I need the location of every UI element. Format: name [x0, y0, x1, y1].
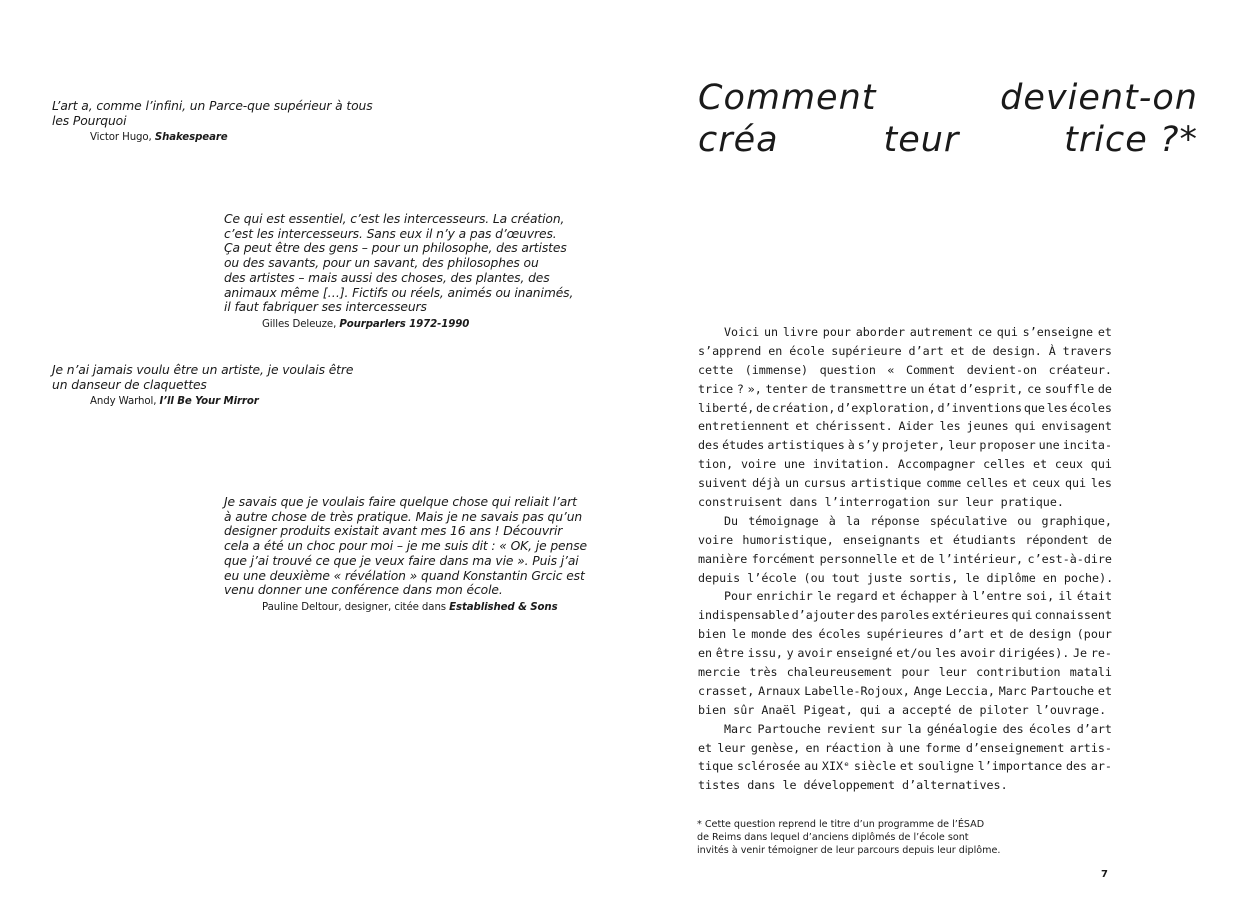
body-word: avoir — [960, 646, 996, 661]
body-word: des — [791, 627, 814, 642]
body-line — [698, 417, 1112, 436]
body-word: forme — [925, 740, 961, 755]
body-word: soi, — [1025, 589, 1055, 604]
body-word: tique — [698, 759, 734, 774]
body-word: tion, — [698, 457, 734, 472]
body-word: incita- — [1062, 438, 1112, 453]
footnote-line: invités à venir témoigner de leur parcours depuis leur diplôme. — [697, 845, 1001, 856]
body-word: Partouche — [757, 721, 821, 736]
body-word: devient-on — [966, 362, 1038, 377]
body-word: », — [747, 381, 762, 396]
body-word: au — [804, 759, 819, 774]
body-word: et — [795, 419, 810, 434]
body-word: Aider — [898, 419, 934, 434]
quote-attribution — [224, 601, 587, 614]
body-word: Partouche — [1030, 683, 1095, 698]
body-word: Leccia, — [945, 683, 995, 698]
body-word: qui — [1011, 608, 1033, 623]
body-word: s’apprend — [698, 343, 762, 358]
body-word: et — [1033, 457, 1048, 472]
body-word: leur — [948, 438, 977, 453]
body-word: regard — [835, 589, 878, 604]
body-word: écoles — [818, 627, 861, 642]
body-word: et/ou — [896, 646, 932, 661]
title-word: teur — [883, 120, 960, 160]
footnote-line: * Cette question reprend le titre d’un programme de l’ÉSAD — [697, 819, 985, 830]
body-word: siècle — [853, 759, 897, 774]
body-word: ce — [977, 325, 992, 339]
body-word: la — [907, 721, 922, 736]
body-word: que — [1023, 400, 1045, 415]
quote-line: à autre chose de très pratique. Mais je ne savais pas qu’un — [224, 509, 583, 524]
body-word: ceux — [1054, 457, 1084, 472]
body-line — [698, 776, 1112, 795]
body-word: l’intérieur, — [938, 551, 1024, 566]
body-word: mercie — [698, 665, 741, 680]
body-word: Du — [724, 513, 739, 528]
body-word: et — [989, 627, 1004, 642]
body-line-text: depuis l’école (ou tout juste sortis, le diplôme en poche). — [698, 570, 1114, 585]
epigraph-hugo — [52, 99, 373, 144]
body-word: c’est-à-dire — [1027, 551, 1112, 566]
body-line — [698, 720, 1112, 739]
body-word: voire — [698, 532, 734, 547]
body-word: écoles — [1029, 721, 1072, 736]
body-word: de — [1097, 532, 1112, 547]
body-word: enrichir — [756, 589, 813, 604]
body-line — [698, 587, 1112, 606]
body-word: être — [715, 646, 744, 661]
body-line — [698, 757, 1112, 776]
body-word: personnelle — [819, 551, 897, 566]
body-word: comme — [926, 476, 962, 491]
body-word: ce — [1027, 381, 1042, 396]
body-word: matali — [1069, 665, 1112, 680]
body-word: Marc — [998, 683, 1027, 698]
body-word: suivent — [698, 476, 748, 491]
body-line — [698, 663, 1112, 682]
body-word: et — [950, 343, 965, 358]
body-line — [698, 739, 1112, 758]
body-word: Arnaux — [758, 683, 801, 698]
title-line-1 — [698, 77, 1198, 119]
body-word: voire — [740, 457, 777, 472]
body-word: chérissent. — [815, 419, 893, 434]
body-word: un — [785, 476, 800, 491]
quote-line: Je n’ai jamais voulu être un artiste, je voulais être — [52, 363, 354, 377]
body-line-text: tistes dans le développement d’alternatives. — [698, 778, 1008, 793]
body-word: cursus — [803, 476, 847, 491]
body-word: XIXᵉ — [821, 759, 851, 774]
body-word: de — [756, 400, 771, 415]
body-word: chaleureusement — [786, 665, 893, 680]
body-word: s’enseigne — [1022, 325, 1094, 339]
body-word: des — [857, 608, 879, 623]
body-word: (immense) — [744, 362, 809, 377]
body-word: déjà — [752, 476, 781, 491]
body-word: des — [1002, 721, 1024, 736]
body-word: et — [901, 551, 916, 566]
body-word: et — [929, 532, 944, 547]
body-word: échapper — [900, 589, 957, 604]
epigraph-deleuze — [224, 212, 573, 331]
body-word: Je — [1073, 646, 1088, 661]
attribution-author: Victor Hugo, — [90, 132, 152, 144]
body-text — [698, 323, 1112, 795]
quote-line: designer produits existait avant mes 16 ans ! Découvrir — [224, 524, 563, 539]
body-word: invitation. — [812, 457, 891, 472]
attribution-author: Pauline Deltour, designer, citée dans — [262, 601, 447, 613]
attribution-work: Pourparlers 1972-1990 — [339, 318, 470, 330]
body-word: Pour — [724, 589, 753, 604]
body-word: réponse — [870, 513, 920, 528]
body-word: l’importance — [977, 759, 1063, 774]
body-line — [698, 436, 1112, 455]
body-word: Accompagner — [897, 457, 976, 472]
page-number: 7 — [1101, 869, 1108, 880]
body-word: d’art — [1076, 721, 1112, 736]
body-line — [698, 493, 1112, 512]
body-word: créateur. — [1048, 362, 1112, 377]
body-word: question — [819, 362, 876, 377]
title-word: trice ?* — [1064, 120, 1198, 160]
body-word: en — [768, 343, 783, 358]
body-word: revient — [826, 721, 876, 736]
epigraph-warhol — [52, 363, 353, 408]
body-word: de — [920, 551, 935, 566]
body-word: sur — [880, 721, 903, 736]
body-word: spéculative — [929, 513, 1008, 528]
body-word: graphique, — [1041, 513, 1112, 528]
body-word: celles — [966, 476, 1009, 491]
body-word: un — [910, 381, 925, 396]
quote-attribution — [52, 131, 373, 144]
attribution-work: Shakespeare — [154, 132, 228, 144]
body-line — [698, 380, 1112, 399]
body-word: trice — [698, 381, 734, 396]
body-word: dirigées). — [998, 646, 1070, 661]
body-line-text: construisent dans l’interrogation sur leur pratique. — [698, 495, 1064, 510]
body-word: une — [1038, 438, 1060, 453]
body-word: à — [828, 513, 836, 528]
body-word: proposer — [979, 438, 1036, 453]
quote-line: un danseur de claquettes — [52, 377, 207, 392]
body-word: des — [698, 438, 720, 453]
footnote — [697, 818, 1000, 857]
body-word: qui — [1014, 419, 1036, 434]
body-word: artistiques — [767, 438, 845, 453]
body-word: design. — [992, 343, 1042, 358]
attribution-author: Gilles Deleuze, — [262, 318, 337, 330]
body-word: crasset, — [698, 683, 755, 698]
body-word: livre — [782, 325, 819, 339]
attribution-work: I’ll Be Your Mirror — [159, 396, 259, 408]
footnote-line: de Reims dans lequel d’anciens diplômés de l’école sont — [697, 832, 969, 843]
body-word: ou — [1017, 513, 1032, 528]
body-word: enseigné — [836, 646, 893, 661]
body-line — [698, 323, 1112, 342]
body-word: jeunes — [966, 419, 1009, 434]
title-line-2 — [698, 119, 1198, 161]
body-line — [698, 682, 1112, 701]
body-word: il — [1058, 589, 1073, 604]
body-word: artis- — [1069, 740, 1112, 755]
body-line — [698, 342, 1112, 361]
body-word: d’inventions — [937, 400, 1022, 415]
body-word: Labelle-Rojoux, — [804, 683, 910, 698]
body-word: monde — [751, 627, 787, 642]
quote-line: Ce qui est essentiel, c’est les intercesseurs. La création, — [224, 212, 565, 226]
body-word: artistique — [850, 476, 922, 491]
body-word: ceux — [1031, 476, 1061, 491]
body-word: ar- — [1090, 759, 1112, 774]
body-word: supérieures — [866, 627, 944, 642]
body-word: des — [1065, 759, 1088, 774]
body-word: qui — [996, 325, 1018, 339]
body-word: tenter — [765, 381, 808, 396]
body-word: humoristique, — [742, 532, 834, 547]
body-line-text: bien sûr Anaël Pigeat, qui a accepté de piloter l’ouvrage. — [698, 702, 1107, 717]
body-word: études — [722, 438, 765, 453]
body-line — [698, 531, 1112, 550]
attribution-work: Established & Sons — [449, 601, 558, 613]
body-word: d’esprit, — [960, 381, 1024, 396]
body-word: de — [971, 343, 986, 358]
body-word: répondent — [1025, 532, 1089, 547]
quote-line: les Pourquoi — [52, 113, 127, 128]
body-word: les — [935, 646, 957, 661]
body-word: très — [749, 665, 778, 680]
body-word: d’enseignement — [965, 740, 1065, 755]
body-word: cette — [698, 362, 734, 377]
body-line — [698, 606, 1112, 625]
body-word: école — [789, 343, 825, 358]
title-word: créa — [698, 120, 779, 160]
body-word: avoir — [797, 646, 833, 661]
quote-line: Ça peut être des gens – pour un philosophe, des artistes — [224, 241, 567, 256]
quote-attribution — [224, 318, 573, 331]
body-word: qui — [1064, 476, 1087, 491]
body-word: supérieure — [831, 343, 902, 358]
body-line — [698, 550, 1112, 569]
body-word: contribution — [976, 665, 1061, 680]
body-word: témoignage — [748, 513, 819, 528]
quote-line: cela a été un choc pour moi – je me suis dit : « OK, je pense — [224, 539, 587, 554]
body-word: re- — [1090, 646, 1112, 661]
quote-line: Je savais que je voulais faire quelque chose qui reliait l’art — [224, 495, 577, 509]
body-word: indispensable — [698, 608, 790, 623]
title-word: Comment — [698, 78, 877, 118]
epigraph-deltour — [224, 495, 587, 614]
body-word: écoles — [1069, 400, 1112, 415]
body-word: « — [887, 362, 895, 377]
body-word: (pour — [1076, 627, 1112, 642]
body-word: liberté, — [698, 400, 755, 415]
body-word: création, — [772, 400, 836, 415]
body-word: manière — [698, 551, 748, 566]
body-word: pour — [901, 665, 930, 680]
body-word: projeter, — [881, 438, 946, 453]
body-line — [698, 569, 1112, 588]
body-word: à — [886, 740, 894, 755]
body-word: extérieures — [931, 608, 1010, 623]
body-word: genèse, — [750, 740, 801, 755]
body-word: leur — [717, 740, 746, 755]
body-line — [698, 474, 1112, 493]
body-line — [698, 455, 1112, 474]
body-word: généalogie — [926, 721, 998, 736]
body-word: travers — [1062, 343, 1112, 358]
body-word: et — [899, 759, 914, 774]
body-word: de — [1009, 627, 1024, 642]
body-word: un — [763, 325, 779, 339]
body-line — [698, 625, 1112, 644]
body-word: leur — [938, 665, 967, 680]
body-line — [698, 701, 1112, 720]
body-word: les — [939, 419, 961, 434]
quote-line: eu une deuxième « révélation » quand Konstantin Grcic est — [224, 568, 585, 583]
body-word: et — [882, 589, 897, 604]
body-word: à — [847, 438, 855, 453]
page-title — [698, 77, 1198, 161]
body-word: bien — [698, 627, 727, 642]
body-word: de — [811, 381, 826, 396]
body-word: Marc — [724, 721, 753, 736]
body-word: d’ajouter — [791, 608, 855, 623]
body-word: transmettre — [829, 381, 907, 396]
body-word: y — [786, 646, 794, 661]
body-word: forcément — [751, 551, 816, 566]
quote-line: que j’ai trouvé ce que je veux faire dans ma vie ». Puis j’ai — [224, 553, 579, 568]
quote-line: c’est les intercesseurs. Sans eux il n’y a pas d’œuvres. — [224, 226, 557, 241]
body-word: à — [961, 589, 969, 604]
body-word: aborder — [855, 325, 905, 339]
body-word: design — [1029, 627, 1072, 642]
quote-line: il faut fabriquer ses intercesseurs — [224, 300, 427, 315]
quote-attribution — [52, 395, 353, 408]
body-word: pour — [822, 325, 851, 339]
body-word: qui — [1090, 457, 1112, 472]
body-line — [698, 644, 1112, 663]
body-word: d’exploration, — [837, 400, 936, 415]
attribution-author: Andy Warhol, — [90, 396, 157, 408]
quote-line: animaux même […]. Fictifs ou réels, animés ou inanimés, — [224, 285, 574, 300]
body-word: et — [1013, 476, 1028, 491]
body-word: ? — [736, 381, 744, 396]
body-word: et — [1097, 325, 1112, 339]
quote-line: venu donner une conférence dans mon école. — [224, 583, 503, 598]
body-word: la — [846, 513, 861, 528]
quote-line: ou des savants, pour un savant, des philosophes ou — [224, 256, 539, 271]
body-word: en — [698, 646, 713, 661]
body-word: Comment — [905, 362, 956, 377]
body-word: issu, — [747, 646, 783, 661]
body-word: Voici — [724, 325, 760, 339]
body-line — [698, 512, 1112, 531]
body-word: en — [805, 740, 820, 755]
body-word: souligne — [917, 759, 974, 774]
body-word: le — [817, 589, 832, 604]
body-line — [698, 399, 1112, 418]
title-word: devient-on — [1000, 78, 1198, 118]
body-word: d’art — [908, 343, 944, 358]
body-word: de — [1097, 381, 1112, 396]
body-word: Ange — [913, 683, 942, 698]
body-word: d’art — [949, 627, 985, 642]
body-word: état — [928, 381, 957, 396]
body-word: envisagent — [1041, 419, 1112, 434]
body-word: les — [1090, 476, 1112, 491]
quote-line: L’art a, comme l’infini, un Parce-que supérieur à tous — [52, 99, 373, 113]
body-word: le — [731, 627, 746, 642]
body-word: et — [1097, 683, 1112, 698]
body-word: une — [783, 457, 805, 472]
body-word: enseignants — [843, 532, 921, 547]
body-word: paroles — [880, 608, 930, 623]
body-word: les — [1046, 400, 1068, 415]
body-word: une — [898, 740, 921, 755]
body-word: connaissent — [1034, 608, 1112, 623]
body-word: l’entre — [972, 589, 1022, 604]
quote-line: des artistes – mais aussi des choses, des plantes, des — [224, 270, 550, 285]
body-word: étudiants — [952, 532, 1017, 547]
body-word: sclérosée — [736, 759, 801, 774]
body-word: autrement — [909, 325, 974, 339]
body-word: entretiennent — [698, 419, 790, 434]
body-line — [698, 361, 1112, 380]
body-word: souffle — [1044, 381, 1095, 396]
body-word: réaction — [824, 740, 882, 755]
body-word: celles — [983, 457, 1026, 472]
body-word: était — [1076, 589, 1112, 604]
body-word: s’y — [857, 438, 879, 453]
body-word: et — [698, 740, 713, 755]
body-word: À — [1048, 343, 1056, 358]
